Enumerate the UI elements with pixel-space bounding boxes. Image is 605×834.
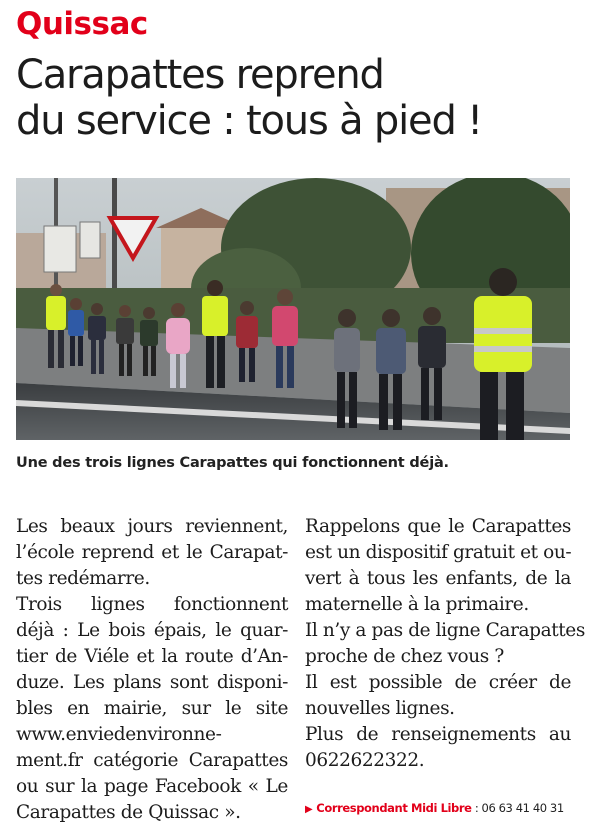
body-line: tes redémarre. [16, 568, 150, 589]
photo-caption: Une des trois lignes Carapattes qui fonctionnent déjà. [16, 455, 449, 471]
body-line: Rappelons que le Carapattes [305, 516, 571, 537]
article-headline [16, 52, 596, 144]
play-arrow-icon: ▶ [305, 804, 313, 815]
photo-illustration [16, 178, 570, 440]
body-column-right [305, 514, 585, 774]
body-line: l’école reprend et le Carapat- [16, 542, 288, 563]
body-column-left [16, 514, 288, 826]
body-line: 0622622322. [305, 750, 425, 771]
body-line: Il est possible de créer de [305, 672, 571, 693]
byline-label: Correspondant Midi Libre [316, 801, 472, 815]
correspondent-byline [305, 801, 564, 815]
body-line: déjà : Le bois épais, le quar- [16, 620, 288, 641]
body-line: nouvelles lignes. [305, 698, 455, 719]
body-line: tier de Viéle et la route d’An- [16, 646, 288, 667]
city-heading: Quissac [16, 6, 148, 42]
sign-board [44, 226, 76, 272]
body-line: maternelle à la primaire. [305, 594, 529, 615]
body-line: Trois lignes fonctionnent [16, 594, 288, 615]
body-line: www.enviedenvironne- [16, 724, 222, 745]
body-line: bles en mairie, sur le site [16, 698, 288, 719]
body-line: proche de chez vous ? [305, 646, 504, 667]
body-line: ou sur la page Facebook « Le [16, 776, 288, 797]
byline-phone: : 06 63 41 40 31 [471, 801, 564, 815]
body-line: vert à tous les enfants, de la [305, 568, 571, 589]
sign-board [80, 222, 100, 258]
headline-line-2: du service : tous à pied ! [16, 98, 482, 144]
body-line: duze. Les plans sont disponi- [16, 672, 288, 693]
headline-line-1: Carapattes reprend [16, 52, 384, 98]
body-line: Plus de renseignements au [305, 724, 571, 745]
body-line: Les beaux jours reviennent, [16, 516, 288, 537]
body-line: Il n’y a pas de ligne Carapattes [305, 620, 585, 641]
body-line: Carapattes de Quissac ». [16, 802, 241, 823]
body-line: est un dispositif gratuit et ou- [305, 542, 572, 563]
article-photo [16, 178, 570, 440]
body-line: ment.fr catégorie Carapattes [16, 750, 288, 771]
